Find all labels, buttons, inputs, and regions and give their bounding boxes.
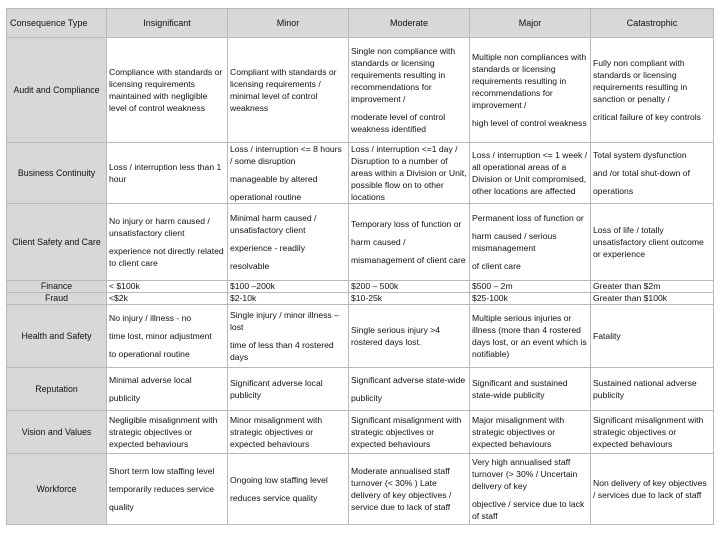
minor-cell xyxy=(228,293,349,305)
category-cell: Client Safety and Care xyxy=(7,204,107,281)
cell-text: $500 – 2m xyxy=(472,281,513,291)
moderate-cell xyxy=(349,454,470,525)
cell-text: Temporary loss of function or xyxy=(351,219,462,229)
cell-text: Total system dysfunction xyxy=(593,150,687,160)
insignificant-cell xyxy=(107,143,228,204)
cell-text: operational routine xyxy=(230,192,302,202)
table-body xyxy=(7,38,714,525)
cell-text: Single injury / minor illness – lost xyxy=(230,310,339,332)
table-row xyxy=(7,204,714,281)
minor-cell xyxy=(228,305,349,368)
insignificant-cell xyxy=(107,305,228,368)
category-cell: Fraud xyxy=(7,293,107,305)
cell-text: $200 – 500k xyxy=(351,281,399,291)
minor-cell xyxy=(228,454,349,525)
minor-cell xyxy=(228,204,349,281)
header-minor: Minor xyxy=(228,9,349,38)
major-cell xyxy=(470,368,591,411)
cell-text: Negligible misalignment with strategic objectives or expected behaviours xyxy=(109,415,218,449)
catastrophic-cell xyxy=(591,143,714,204)
catastrophic-cell xyxy=(591,411,714,454)
cell-text: Loss / interruption <= 1 week / all operational areas of a Division or Unit compromised, other locations are affected xyxy=(472,150,588,196)
cell-text: Multiple serious injuries or illness (more than 4 rostered days lost, or an event which is notifiable) xyxy=(472,313,587,359)
cell-text: Loss / interruption less than 1 hour xyxy=(109,162,222,184)
insignificant-cell xyxy=(107,368,228,411)
cell-text: moderate level of control weakness identified xyxy=(351,112,446,134)
moderate-cell xyxy=(349,143,470,204)
minor-cell xyxy=(228,411,349,454)
moderate-cell xyxy=(349,38,470,143)
cell-text: $100 –200k xyxy=(230,281,275,291)
category-cell: Audit and Compliance xyxy=(7,38,107,143)
major-cell xyxy=(470,305,591,368)
cell-text: and /or total shut-down of xyxy=(593,168,690,178)
cell-text: of client care xyxy=(472,261,521,271)
major-cell xyxy=(470,411,591,454)
cell-text: Significant misalignment with strategic objectives or expected behaviours xyxy=(593,415,704,449)
cell-text: harm caused / xyxy=(351,237,406,247)
cell-text: Fully non compliant with standards or licensing requirements resulting in sanction or penalty / xyxy=(593,58,688,104)
cell-text: experience - readily xyxy=(230,243,305,253)
cell-text: Sustained national adverse publicity xyxy=(593,378,697,400)
cell-text: resolvable xyxy=(230,261,270,271)
table-row xyxy=(7,368,714,411)
cell-text: Greater than $100k xyxy=(593,293,668,303)
cell-text: mismanagement of client care xyxy=(351,255,466,265)
cell-text: < $100k xyxy=(109,281,140,291)
insignificant-cell xyxy=(107,281,228,293)
table-row xyxy=(7,281,714,293)
table-row xyxy=(7,411,714,454)
major-cell xyxy=(470,454,591,525)
insignificant-cell xyxy=(107,454,228,525)
cell-text: Significant and sustained state-wide publicity xyxy=(472,378,568,400)
cell-text: No injury or harm caused / unsatisfactory client xyxy=(109,216,210,238)
major-cell xyxy=(470,281,591,293)
cell-text: Minor misalignment with strategic objectives or expected behaviours xyxy=(230,415,323,449)
cell-text: Permanent loss of function or xyxy=(472,213,584,223)
cell-text: harm caused / serious mismanagement xyxy=(472,231,557,253)
header-consequence-type: Consequence Type xyxy=(7,9,107,38)
cell-text: time of less than 4 rostered days xyxy=(230,340,334,362)
table-row xyxy=(7,143,714,204)
cell-text: $10-25k xyxy=(351,293,383,303)
cell-text: $25-100k xyxy=(472,293,508,303)
cell-text: Short term low staffing level xyxy=(109,466,215,476)
major-cell xyxy=(470,204,591,281)
cell-text: Ongoing low staffing level xyxy=(230,475,328,485)
cell-text: Fatality xyxy=(593,331,621,341)
cell-text: No injury / illness - no xyxy=(109,313,192,323)
major-cell xyxy=(470,293,591,305)
cell-text: temporarily reduces service xyxy=(109,484,215,494)
catastrophic-cell xyxy=(591,281,714,293)
table-header xyxy=(7,9,714,38)
insignificant-cell xyxy=(107,293,228,305)
cell-text: $2-10k xyxy=(230,293,257,303)
insignificant-cell xyxy=(107,204,228,281)
major-cell xyxy=(470,38,591,143)
category-cell: Business Continuity xyxy=(7,143,107,204)
catastrophic-cell xyxy=(591,293,714,305)
cell-text: Very high annualised staff turnover (> 30% / Uncertain delivery of key xyxy=(472,457,578,491)
cell-text: Single non compliance with standards or licensing requirements resulting in recommendations for improvement / xyxy=(351,46,456,104)
header-catastrophic: Catastrophic xyxy=(591,9,714,38)
minor-cell xyxy=(228,368,349,411)
cell-text: Compliant with standards or licensing requirements / minimal level of control weakness xyxy=(230,67,337,113)
cell-text: Greater than $2m xyxy=(593,281,661,291)
consequence-table-container xyxy=(6,8,713,525)
cell-text: Moderate annualised staff turnover (< 30% ) Late delivery of key objectives / service due to lack of staff xyxy=(351,466,452,512)
header-major: Major xyxy=(470,9,591,38)
moderate-cell xyxy=(349,305,470,368)
catastrophic-cell xyxy=(591,305,714,368)
cell-text: publicity xyxy=(351,393,383,403)
cell-text: Significant adverse state-wide xyxy=(351,375,466,385)
cell-text: Major misalignment with strategic objectives or expected behaviours xyxy=(472,415,565,449)
cell-text: time lost, minor adjustment xyxy=(109,331,212,341)
header-row xyxy=(7,9,714,38)
table-row xyxy=(7,293,714,305)
consequence-table xyxy=(6,8,714,525)
category-cell: Health and Safety xyxy=(7,305,107,368)
cell-text: Multiple non compliances with standards or licensing requirements resulting in recommendations for improvement / xyxy=(472,52,587,110)
moderate-cell xyxy=(349,368,470,411)
minor-cell xyxy=(228,143,349,204)
category-cell: Finance xyxy=(7,281,107,293)
header-insignificant: Insignificant xyxy=(107,9,228,38)
minor-cell xyxy=(228,38,349,143)
cell-text: Minimal adverse local xyxy=(109,375,192,385)
table-row xyxy=(7,305,714,368)
catastrophic-cell xyxy=(591,38,714,143)
cell-text: to operational routine xyxy=(109,349,190,359)
insignificant-cell xyxy=(107,38,228,143)
catastrophic-cell xyxy=(591,454,714,525)
cell-text: Loss of life / totally unsatisfactory client outcome or experience xyxy=(593,225,704,259)
cell-text: publicity xyxy=(109,393,141,403)
table-row xyxy=(7,38,714,143)
cell-text: Loss / interruption <=1 day / Disruption to a number of areas within a Division or Unit, possible flow on to other locations xyxy=(351,144,467,202)
cell-text: quality xyxy=(109,502,134,512)
cell-text: manageable by altered xyxy=(230,174,318,184)
moderate-cell xyxy=(349,293,470,305)
cell-text: Significant misalignment with strategic objectives or expected behaviours xyxy=(351,415,462,449)
insignificant-cell xyxy=(107,411,228,454)
cell-text: operations xyxy=(593,186,634,196)
category-cell: Workforce xyxy=(7,454,107,525)
cell-text: Single serious injury >4 rostered days lost. xyxy=(351,325,441,347)
catastrophic-cell xyxy=(591,204,714,281)
moderate-cell xyxy=(349,204,470,281)
cell-text: Compliance with standards or licensing requirements maintained with negligible level of control weakness xyxy=(109,67,223,113)
cell-text: reduces service quality xyxy=(230,493,318,503)
cell-text: <$2k xyxy=(109,293,128,303)
category-cell: Vision and Values xyxy=(7,411,107,454)
cell-text: critical failure of key controls xyxy=(593,112,701,122)
major-cell xyxy=(470,143,591,204)
cell-text: experience not directly related to client care xyxy=(109,246,224,268)
moderate-cell xyxy=(349,281,470,293)
minor-cell xyxy=(228,281,349,293)
cell-text: Significant adverse local publicity xyxy=(230,378,323,400)
cell-text: Loss / interruption <= 8 hours / some disruption xyxy=(230,144,342,166)
moderate-cell xyxy=(349,411,470,454)
cell-text: high level of control weakness xyxy=(472,118,587,128)
table-row xyxy=(7,454,714,525)
cell-text: Minimal harm caused / unsatisfactory client xyxy=(230,213,317,235)
cell-text: Non delivery of key objectives / services due to lack of staff xyxy=(593,478,707,500)
category-cell: Reputation xyxy=(7,368,107,411)
header-moderate: Moderate xyxy=(349,9,470,38)
cell-text: objective / service due to lack of staff xyxy=(472,499,585,521)
catastrophic-cell xyxy=(591,368,714,411)
